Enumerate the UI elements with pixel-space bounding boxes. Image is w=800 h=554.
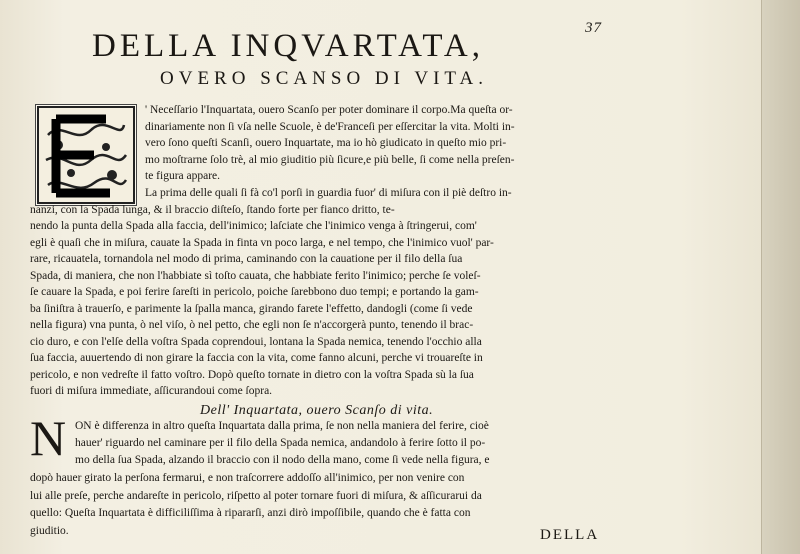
text-line: cio duro, e con l'elſe della voſtra Spada coprendoui, lontana la Spada nemica, tenendo l'occhio alla (30, 335, 482, 348)
text-line: fuori di miſura immediate, aſſicurandoui come ſopra. (30, 385, 273, 397)
text-line: mo moſtrarne ſolo trè, al mio giuditio più ſicure,e più belle, ſi come nella preſen- (145, 153, 515, 166)
page-edge (761, 0, 800, 554)
text-line: mo della ſua Spada, alzando il braccio con il nodo della mano, come ſi vede nella figura, e (75, 454, 490, 466)
text-line: rare, ricauatela, tornandola nel modo di prima, caminando con la cauatione per il filo della ſua (30, 253, 463, 265)
text-line: La prima delle quali ſi fà co'l porſi in guardia fuor' di miſura con il piè deſtro in- (145, 187, 512, 199)
text-line: te figura appare. (145, 170, 221, 183)
text-line: nella figura) vna punta, ò nel viſo, ò nel petto, che egli non ſe n'accorgerà punto, tenendo il brac- (30, 319, 474, 331)
text-line: vero ſono queſti Scanſi, ouero Inquartate, ma io hò giudicato in queſto mio pri- (145, 137, 507, 150)
text-line: hauer' riguardo nel caminare per il filo della Spada nemica, andandolo à ferire ſotto il po- (75, 437, 486, 449)
text-line: dinariamente non ſi vſa nelle Scuole, è de'Franceſi per eſſercitar la vita. Molti in- (145, 120, 515, 133)
initial-letter: E (83, 164, 89, 173)
text-line: dopò hauer girato la perſona fermarui, e non traſcorrere addoſſo all'inimico, per non venire con (30, 472, 465, 484)
page-number: 37 (585, 20, 602, 36)
text-line: quello: Queſta Inquartata è difficiliſſima à ripararſi, anzi dirò impoſſibile, quando che è fatta con (30, 507, 471, 519)
text-line: giuditio. (30, 524, 69, 537)
text-line: ſe cauare la Spada, e poi ferire ſareſti in pericolo, poiche ſarebbono duo tempi; e portando la gam- (30, 286, 479, 298)
text-line: ſua faccia, auuertendo di non girare la faccia con la vita, come fanno alcuni, perche vi trouareſte in (30, 352, 483, 364)
text-line: nanzi, con la Spada lunga, & il braccio diſteſo, ſtando forte per fianco dritto, te- (30, 203, 395, 216)
text-line: Spada, di maniera, che non l'habbiate sì toſto cauata, che habbiate ferito l'inimico; perche ſe voleſ- (30, 269, 481, 282)
text-line: egli è quaſi che in miſura, cauate la Spada in finta vn poco larga, e nel tempo, che l'inimico vuol' par- (30, 236, 494, 249)
text-line: lui alle preſe, perche andareſte in pericolo, riſpetto al poter tornare fuori di miſura, & aſſicurarui da (30, 489, 482, 502)
paragraph-1-continued (30, 185, 625, 400)
text-line: nendo la punta della Spada alla faccia, dell'inimico; laſciate che l'inimico venga à ſtringerui, com' (30, 220, 477, 232)
text-line: ba ſiniſtra à trauerſo, e parimente la ſpalla manca, girando farete l'effetto, dandogli (come ſi vede (30, 302, 473, 315)
initial-letter-n: N (30, 410, 67, 466)
text-line: ' Neceſſario l'Inquartata, ouero Scanſo per poter dominare il corpo.Ma queſta or- (145, 104, 513, 116)
text-line: pericolo, e non vedreſte il fatto voſtro. Dopò queſto tornate in dietro con la voſtra Spada sù la ſua (30, 368, 474, 381)
text-line: ON è differenza in altro queſta Inquartata dalla prima, ſe non nella maniera del ferire, cioè (75, 420, 489, 432)
section-heading: Dell' Inquartata, ouero Scanſo di vita. (200, 403, 434, 418)
paragraph-1-beside-initial (145, 102, 615, 185)
catchword: DELLA (540, 527, 600, 543)
chapter-subtitle: OVERO SCANSO DI VITA. (160, 68, 488, 89)
paragraph-2-beside-initial (75, 418, 615, 469)
paragraph-2-continued (30, 470, 625, 540)
chapter-title: DELLA INQVARTATA, (92, 28, 484, 64)
